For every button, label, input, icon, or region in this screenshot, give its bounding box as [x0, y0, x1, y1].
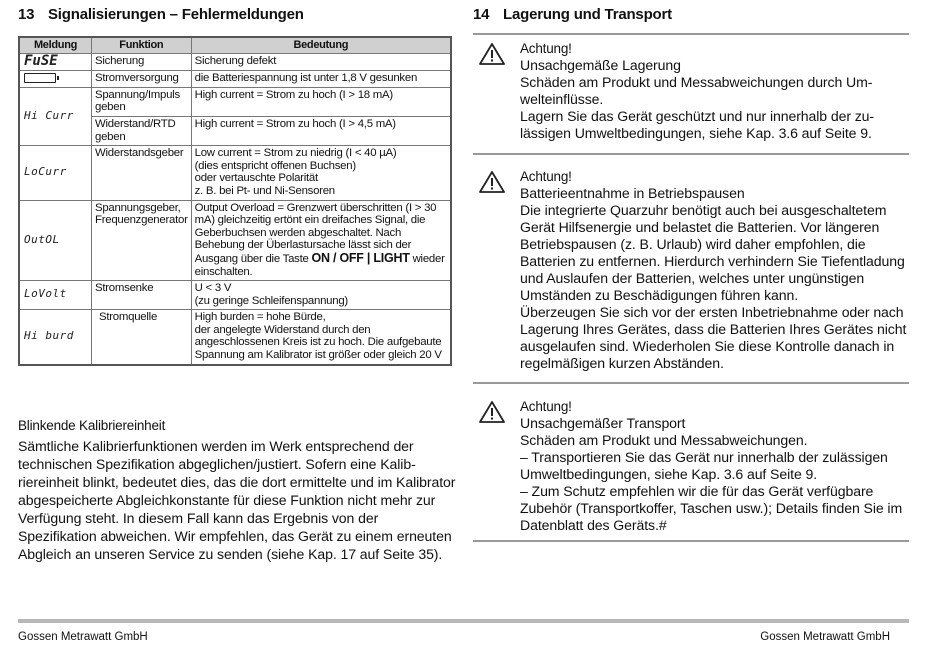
table-header-row	[19, 37, 451, 53]
meaning-cell: High current = Strom zu hoch (I > 4,5 mA)	[191, 116, 451, 145]
warning-line: Schäden am Produkt und Messabweichungen.	[520, 432, 808, 448]
warning-body	[520, 168, 909, 372]
footer-rule	[18, 619, 909, 623]
meaning-line: (zu geringe Schleifenspannung)	[194, 294, 348, 307]
warning-line: Unsachgemäße Lagerung	[520, 57, 681, 73]
meaning-line: (dies entspricht offenen Buchsen)	[194, 159, 356, 172]
divider	[473, 33, 909, 35]
warning-line: Lagern Sie das Gerät geschützt und nur innerhalb der zulässigen Umweltbedingungen, siehe Kap. 3.6 auf Seite 9.	[520, 108, 875, 141]
display-code-fuse: FuSE	[24, 52, 58, 69]
table-row	[19, 310, 451, 365]
function-cell: Spannung/Impuls geben	[92, 87, 192, 116]
warning-title: Achtung!	[520, 169, 572, 184]
meaning-cell: die Batteriespannung ist unter 1,8 V gesunken	[191, 71, 451, 88]
warning-line: Schäden am Produkt und Messabweichungen durch Umwelteinflüsse.	[520, 74, 873, 107]
meaning-cell: High current = Strom zu hoch (I > 18 mA)	[191, 87, 451, 116]
subsection-heading: Blinkende Kalibriereinheit	[18, 418, 166, 433]
warning-line: Unsachgemäßer Transport	[520, 415, 686, 431]
warning-line: Die integrierte Quarzuhr benötigt auch bei ausgeschaltetem Gerät Hilfsenergie und belastet die Batterien. Vor längeren Betriebspausen (z. B. Urlaub) wird daher empfohlen, die Batterien zu entfernen. Hierdurch verhindern Sie Tiefentladung und Auslaufen der Batterien, welches unter ungünstigen Umständen zu Beschädigungen führen kann.	[520, 202, 905, 303]
function-cell: Stromversorgung	[92, 71, 192, 88]
function-cell: Widerstand/RTD geben	[92, 116, 192, 145]
meaning-cell	[191, 281, 451, 310]
meaning-cell	[191, 146, 451, 200]
meaning-line: z. B. bei Pt- und Ni-Sensoren	[194, 184, 335, 197]
display-cell	[19, 200, 92, 281]
meaning-cell	[191, 200, 451, 281]
meaning-text-after-key: wieder einschalten.	[194, 252, 445, 278]
warning-title: Achtung!	[520, 399, 572, 414]
display-code-hi-burd: Hi burd	[24, 329, 74, 343]
section-number: 13	[18, 6, 35, 23]
divider	[473, 382, 909, 384]
key-label-on-off-light: ON / OFF | LIGHT	[311, 250, 410, 265]
section-heading-14	[473, 6, 672, 23]
table-row	[19, 146, 451, 200]
divider	[473, 540, 909, 542]
meaning-line: der angelegte Widerstand durch den angeschlossenen Kreis ist zu hoch. Die aufgebaute Spannung am Kalibrator ist größer oder gleich 20 V	[194, 323, 442, 362]
display-cell	[19, 281, 92, 310]
display-code-out-ol: OutOL	[24, 232, 60, 246]
function-cell	[92, 310, 192, 365]
display-code-lo-curr: LoCurr	[24, 165, 67, 179]
footer-company-right: Gossen Metrawatt GmbH	[760, 631, 890, 643]
meaning-text: Output Overload = Grenzwert überschritten (I > 30 mA) gleichzeitig ertönt ein dreifaches Signal, die Geberbuchsen werden abgeschaltet. Nach Behebung der Überlastursache lässt sich der Ausgang über die Taste	[194, 201, 437, 265]
warning-line: – Transportieren Sie das Gerät nur innerhalb der zulässigen Umweltbedingungen, siehe Kap. 3.6 auf Seite 9.	[520, 449, 888, 482]
display-cell	[19, 71, 92, 88]
warning-box-transport	[473, 398, 909, 534]
table-row	[19, 71, 451, 88]
function-cell: Stromsenke	[92, 281, 192, 310]
meaning-cell	[191, 310, 451, 365]
warning-triangle-icon	[479, 400, 505, 424]
function-cell: Widerstandsgeber	[92, 146, 192, 200]
table-row	[19, 200, 451, 281]
warning-title: Achtung!	[520, 41, 572, 56]
meaning-line: oder vertauschte Polarität	[194, 172, 318, 185]
error-messages-table	[18, 36, 452, 366]
warning-body	[520, 40, 909, 142]
warning-line: Überzeugen Sie sich vor der ersten Inbetriebnahme oder nach Lagerung Ihres Gerätes, dass die Batterien Ihres Gerätes nicht ausgelaufen sind. Wiederholen Sie diese Kontrolle danach in regelmäßigen kurzen Abständen.	[520, 304, 907, 371]
function-cell: Sicherung	[92, 53, 192, 71]
function-cell: Spannungsgeber, Frequenzgenerator	[92, 200, 192, 281]
footer-company-left: Gossen Metrawatt GmbH	[18, 631, 148, 643]
section-number: 14	[473, 6, 490, 23]
column-header-meldung: Meldung	[19, 37, 92, 53]
display-code-hi-curr: Hi Curr	[24, 108, 74, 122]
section-title: Signalisierungen – Fehlermeldungen	[48, 6, 304, 23]
section-heading-13	[18, 6, 304, 23]
table-row	[19, 281, 451, 310]
display-cell	[19, 87, 92, 145]
display-cell	[19, 146, 92, 200]
calibration-paragraph: Sämtliche Kalibrierfunktionen werden im Werk entsprechend der technischen Spezifikation abgeglichen/justiert. Sofern eine Kalibriereinheit blinkt, bedeutet dies, das die dort ermittelte und im Kalibrator abgespeicherte Abgleichkonstante für diese Funktion nicht mehr zur Verfügung steht. In diesem Fall kann das Ergebnis von der Spezifikation abweichen. Wir empfehlen, das Gerät zu einem erneuten Abgleich an unseren Service zu senden (siehe Kap. 17 auf Seite 35).	[18, 438, 456, 562]
warning-body	[520, 398, 909, 534]
warning-line: Batterieentnahme in Betriebspausen	[520, 185, 745, 201]
display-code-lo-volt: LoVolt	[24, 287, 67, 301]
battery-icon	[24, 73, 56, 83]
meaning-line: U < 3 V	[194, 282, 232, 295]
display-cell	[19, 310, 92, 365]
table-row	[19, 87, 451, 116]
meaning-cell: Sicherung defekt	[191, 53, 451, 71]
section-title: Lagerung und Transport	[503, 6, 672, 23]
warning-triangle-icon	[479, 42, 505, 66]
divider	[473, 153, 909, 155]
warning-box-storage	[473, 40, 909, 142]
warning-line: – Zum Schutz empfehlen wir die für das Gerät verfügbare Zubehör (Transportkoffer, Taschen usw.); Details finden Sie im Datenblatt des Geräts.#	[520, 483, 903, 533]
column-header-bedeutung: Bedeutung	[191, 37, 451, 53]
column-header-funktion: Funktion	[92, 37, 192, 53]
table-row	[19, 53, 451, 71]
meaning-line: High burden = hohe Bürde,	[194, 311, 326, 324]
warning-box-battery	[473, 168, 909, 372]
meaning-line: Low current = Strom zu niedrig (I < 40 µA)	[194, 147, 397, 160]
function-text: Stromquelle	[99, 311, 158, 324]
display-cell	[19, 53, 92, 71]
warning-triangle-icon	[479, 170, 505, 194]
